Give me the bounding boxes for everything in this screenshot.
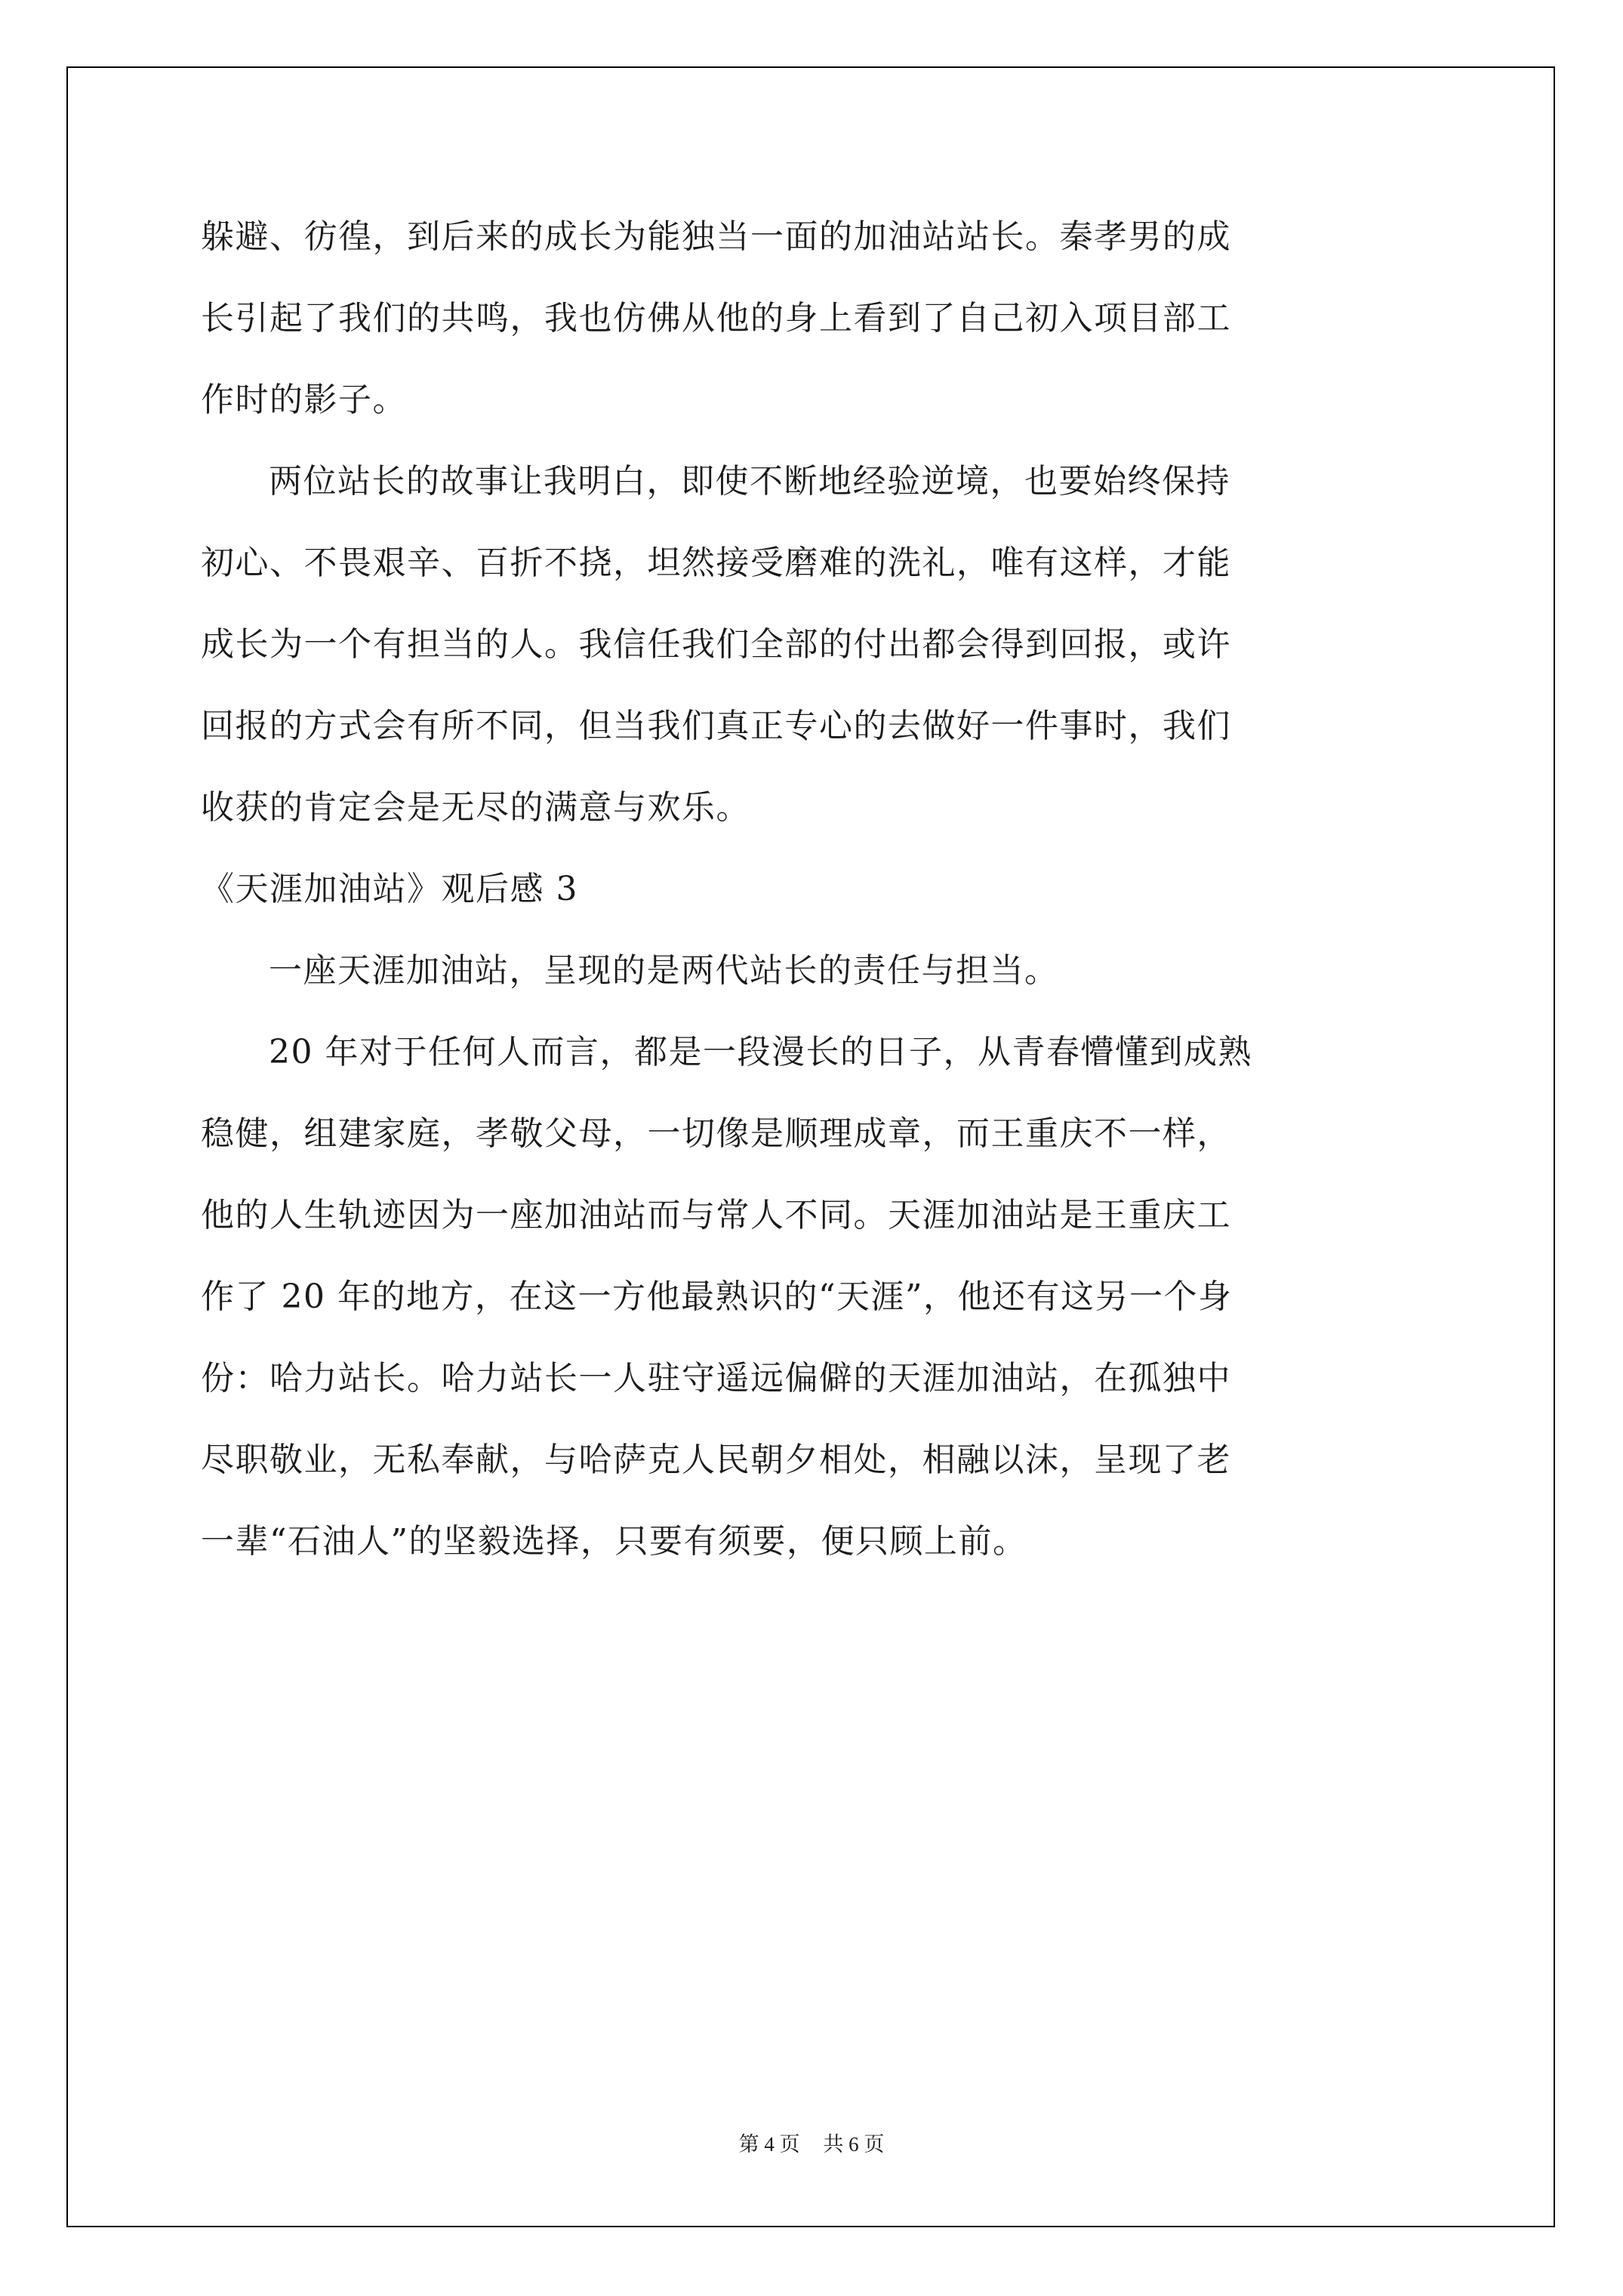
document-body xyxy=(201,196,1422,1583)
text-line: 躲避、彷徨，到后来的成长为能独当一面的加油站站长。秦孝男的成 xyxy=(201,217,1231,256)
text-line: 一辈“石油人”的坚毅选择，只要有须要，便只顾上前。 xyxy=(201,1522,1027,1561)
page-number-total: 共 6 页 xyxy=(823,2133,885,2156)
paragraph xyxy=(201,930,1422,1012)
text-line: 成长为一个有担当的人。我信任我们全部的付出都会得到回报，或许 xyxy=(201,625,1231,664)
text-line: 一座天涯加油站，呈现的是两代站长的责任与担当。 xyxy=(269,951,1059,990)
text-line: 稳健，组建家庭，孝敬父母，一切像是顺理成章，而王重庆不一样， xyxy=(201,1114,1231,1153)
page-number-current: 第 4 页 xyxy=(738,2133,800,2156)
text-line: 收获的肯定会是无尽的满意与欢乐。 xyxy=(201,788,750,827)
section-heading xyxy=(201,849,1422,930)
text-line: 两位站长的故事让我明白，即使不断地经验逆境，也要始终保持 xyxy=(269,462,1230,501)
text-line: 20 年对于任何人而言，都是一段漫长的日子，从青春懵懂到成熟 xyxy=(269,1033,1252,1071)
text-line: 回报的方式会有所不同，但当我们真正专心的去做好一件事时，我们 xyxy=(201,707,1231,745)
paragraph xyxy=(201,196,1422,441)
page-footer xyxy=(0,2128,1623,2157)
text-line: 初心、不畏艰辛、百折不挠，坦然接受磨难的洗礼，唯有这样，才能 xyxy=(201,544,1231,582)
heading-text: 《天涯加油站》观后感 3 xyxy=(201,870,578,908)
text-line: 作时的影子。 xyxy=(201,381,407,419)
text-line: 尽职敬业，无私奉献，与哈萨克人民朝夕相处，相融以沫，呈现了老 xyxy=(201,1441,1231,1479)
paragraph xyxy=(201,441,1422,849)
text-line: 他的人生轨迹因为一座加油站而与常人不同。天涯加油站是王重庆工 xyxy=(201,1196,1231,1234)
text-line: 长引起了我们的共鸣，我也仿佛从他的身上看到了自己初入项目部工 xyxy=(201,299,1231,337)
paragraph xyxy=(201,1012,1422,1583)
text-line: 作了 20 年的地方，在这一方他最熟识的“天涯”，他还有这另一个身 xyxy=(201,1277,1233,1316)
text-line: 份：哈力站长。哈力站长一人驻守遥远偏僻的天涯加油站，在孤独中 xyxy=(201,1359,1231,1398)
